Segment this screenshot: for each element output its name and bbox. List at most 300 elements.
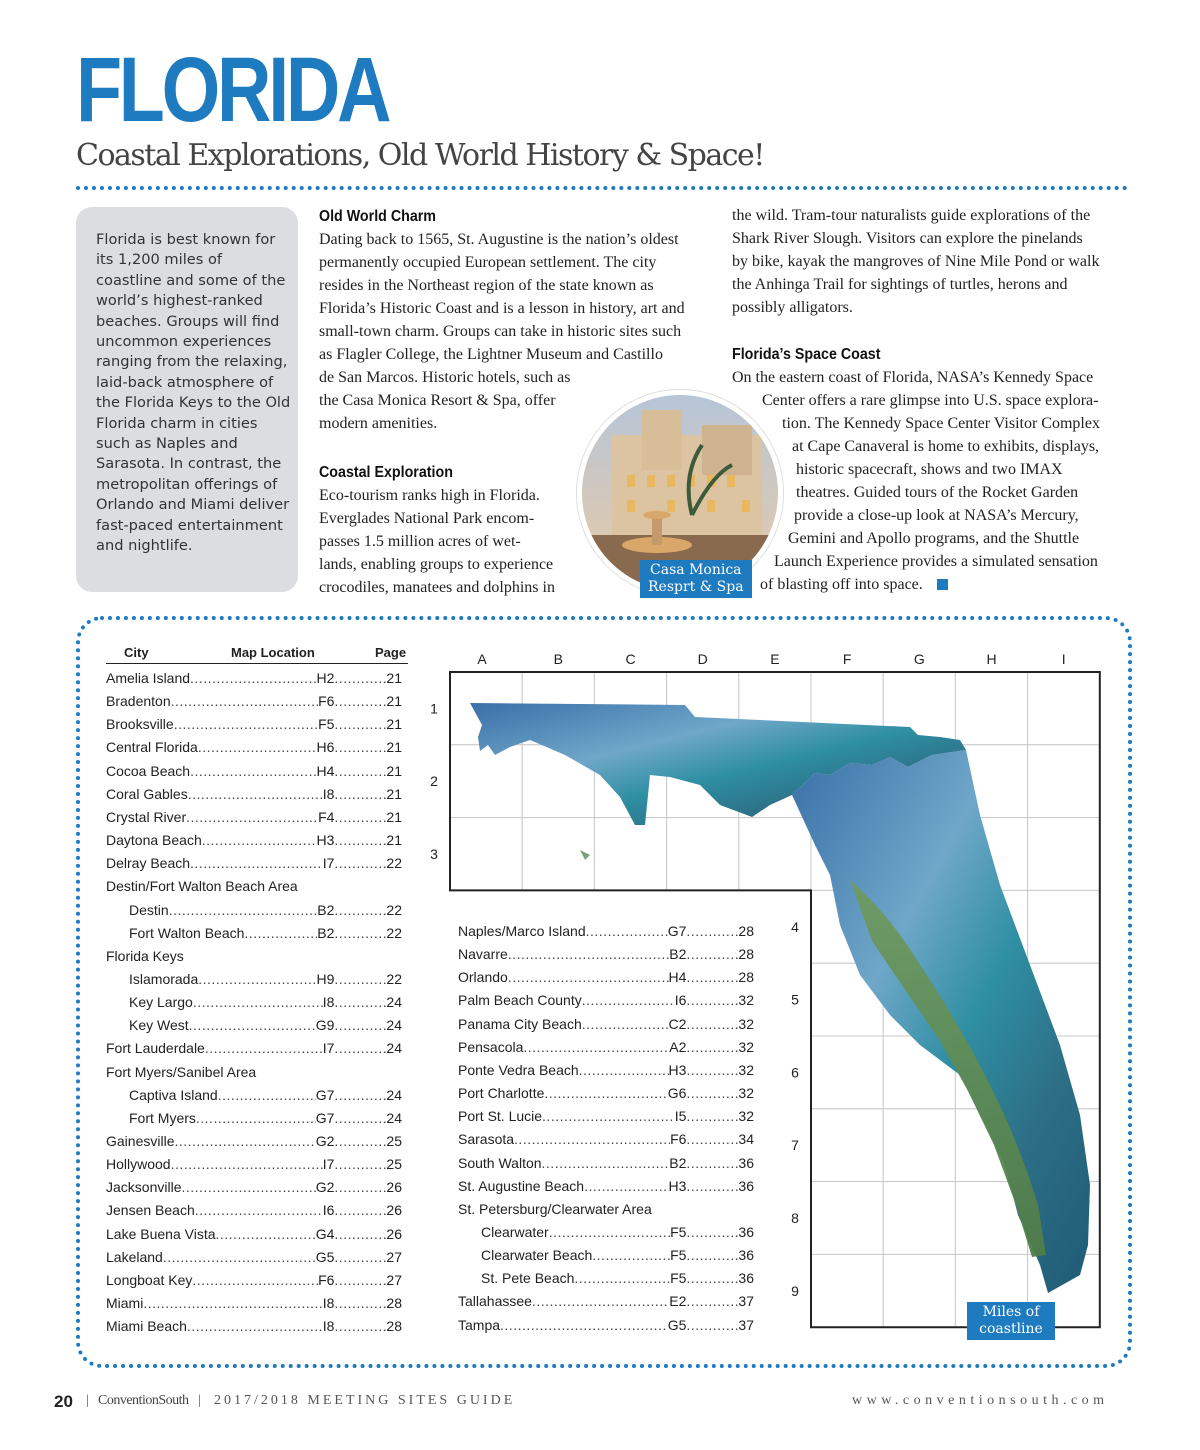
grid-row-label: 6	[791, 1064, 799, 1081]
index-location: F5	[670, 1223, 687, 1240]
index-city: Port Charlotte	[458, 1085, 545, 1102]
body-line: the wild. Tram-tour naturalists guide explorations of the	[732, 207, 1091, 224]
index-header-rule	[106, 663, 408, 664]
grid-col-label: A	[477, 651, 487, 667]
index-page: 28	[386, 1295, 402, 1312]
florida-grid-map	[420, 645, 1120, 1345]
index-row	[106, 1295, 402, 1315]
grid-col-label: H	[986, 651, 997, 667]
index-city: St. Pete Beach	[481, 1270, 575, 1287]
leader-dots	[192, 1272, 318, 1288]
leader-dots	[334, 1110, 386, 1126]
leader-dots	[334, 739, 386, 755]
index-page: 27	[386, 1248, 402, 1265]
leader-dots	[334, 855, 386, 871]
leader-dots	[334, 1272, 386, 1288]
index-page: 25	[386, 1156, 402, 1173]
index-page: 32	[738, 1108, 754, 1125]
index-row	[106, 1040, 402, 1060]
footer-brand: ConventionSouth	[98, 1393, 189, 1408]
leader-dots	[334, 994, 386, 1010]
index-location: G2	[315, 1179, 335, 1196]
index-page: 21	[386, 762, 402, 779]
index-location: G9	[315, 1017, 335, 1034]
index-location: F4	[318, 808, 335, 825]
body-line: Florida’s Historic Coast and is a lesson in history, art and	[319, 300, 685, 317]
grid-col-label: G	[913, 651, 925, 667]
coastal-heading: Coastal Exploration	[319, 464, 453, 481]
index-page: 36	[738, 1223, 754, 1240]
body-line: resides in the Northeast region of the state known as	[319, 277, 654, 294]
grid-row-label: 5	[791, 991, 799, 1008]
index-city: Amelia Island	[106, 670, 191, 686]
index-location: I6	[674, 992, 687, 1009]
body-line: by bike, kayak the mangroves of Nine Mile Pond or walk	[732, 253, 1100, 270]
index-city: Delray Beach	[106, 855, 191, 872]
index-row	[106, 1318, 402, 1338]
index-row	[106, 1226, 402, 1246]
index-location: G7	[315, 1109, 335, 1126]
leader-dots	[218, 1087, 316, 1103]
grid-cell	[1028, 890, 1100, 963]
intro-sidebar-text: Florida is best known for its 1,200 miles of coastline and some of the world’s highest-ranked beaches. Groups will find uncommon experiences ranging from the relaxing, laid-back atmosphere of the Florida Keys to the Old Florida charm in cities such as Naples and Sarasota. In contrast, the metropolitan offerings of Orlando and Miami deliver fast-paced entertainment and nightlife.	[96, 231, 291, 555]
index-page: 21	[386, 808, 402, 825]
leader-dots	[181, 1179, 315, 1195]
body-line: the Anhinga Trail for sightings of turtles, herons and	[732, 276, 1068, 293]
index-city: Captiva Island	[129, 1086, 218, 1103]
index-row	[106, 948, 402, 968]
index-city: Orlando	[458, 969, 508, 986]
index-location: H4	[316, 762, 335, 779]
leader-dots	[334, 1133, 386, 1149]
index-location: E2	[669, 1293, 687, 1310]
grid-cell	[883, 1254, 955, 1327]
index-location: B2	[317, 901, 335, 918]
index-city: Clearwater	[481, 1223, 549, 1240]
grid-row-label: 2	[430, 773, 438, 790]
index-city: Panama City Beach	[458, 1015, 582, 1032]
index-location: B2	[669, 1154, 687, 1171]
leader-dots	[143, 1295, 322, 1311]
body-line: Everglades National Park encom-	[319, 510, 535, 527]
index-city: Destin/Fort Walton Beach Area	[106, 878, 298, 895]
grid-cell	[450, 745, 522, 818]
index-location: I6	[322, 1202, 335, 1219]
index-page: 24	[386, 994, 402, 1011]
index-city: Miami Beach	[106, 1318, 187, 1335]
grid-cell	[1028, 745, 1100, 818]
index-location: F5	[670, 1270, 687, 1287]
body-line: theatres. Guided tours of the Rocket Garden	[796, 484, 1079, 501]
index-page: 22	[386, 901, 402, 918]
grid-cell	[955, 672, 1027, 745]
grid-row-label: 3	[430, 846, 438, 862]
index-row	[106, 1179, 402, 1199]
index-city: Naples/Marco Island	[458, 923, 586, 939]
index-row	[106, 809, 402, 829]
index-city: Crystal River	[106, 808, 187, 825]
index-location: G7	[667, 923, 687, 939]
body-line: modern amenities.	[319, 415, 438, 432]
leader-dots	[334, 1087, 386, 1103]
grid-cell	[450, 818, 522, 891]
body-line: Dating back to 1565, St. Augustine is the nation’s oldest	[319, 231, 679, 248]
index-city: Longboat Key	[106, 1271, 193, 1288]
index-page: 21	[386, 832, 402, 849]
photo-caption: Casa Monica Resprt & Spa	[640, 560, 752, 598]
index-city: Fort Lauderdale	[106, 1040, 205, 1057]
index-city: Bradenton	[106, 693, 171, 710]
index-page: 36	[738, 1270, 754, 1287]
end-mark	[937, 579, 948, 590]
grid-row-label: 8	[791, 1210, 799, 1226]
leader-dots	[198, 739, 317, 755]
index-page: 21	[386, 785, 402, 802]
grid-col-label: E	[770, 651, 780, 667]
index-location: H3	[316, 832, 335, 849]
index-location: I7	[322, 1156, 335, 1173]
index-city: Clearwater Beach	[481, 1247, 593, 1264]
index-location: F5	[318, 716, 335, 733]
leader-dots	[189, 1017, 316, 1033]
index-page: 24	[386, 1017, 402, 1034]
index-city: Jensen Beach	[106, 1202, 195, 1219]
leader-dots	[174, 1133, 315, 1149]
map-caption: Miles of coastline	[967, 1302, 1055, 1340]
index-row	[106, 763, 402, 783]
body-line: lands, enabling groups to experience	[319, 556, 554, 573]
leader-dots	[244, 925, 317, 941]
index-location: G2	[315, 1133, 335, 1149]
index-page: 25	[386, 1133, 402, 1149]
index-city: Tallahassee	[458, 1293, 532, 1310]
leader-dots	[334, 1156, 386, 1172]
index-city: St. Petersburg/Clearwater Area	[458, 1200, 652, 1217]
index-page: 28	[738, 923, 754, 939]
index-row	[106, 1156, 402, 1176]
body-line: historic spacecraft, shows and two IMAX	[796, 461, 1063, 478]
index-city: Fort Myers/Sanibel Area	[106, 1063, 257, 1080]
body-line: Eco-tourism ranks high in Florida.	[319, 487, 540, 504]
grid-row-label: 9	[791, 1282, 799, 1299]
index-page: 26	[386, 1225, 402, 1242]
leader-dots	[334, 1017, 386, 1033]
grid-col-label: I	[1061, 651, 1066, 667]
leader-dots	[169, 902, 318, 918]
index-location: F5	[670, 1247, 687, 1264]
index-row	[106, 670, 402, 690]
leader-dots	[334, 1226, 386, 1242]
index-page: 32	[738, 1038, 754, 1055]
index-location: H3	[668, 1061, 687, 1078]
index-city: Pensacola	[458, 1038, 524, 1055]
index-page: 27	[386, 1271, 402, 1288]
index-city: Coral Gables	[106, 785, 188, 802]
grid-col-label: D	[697, 651, 708, 667]
grid-cell	[883, 1109, 955, 1182]
grid-cell	[667, 818, 739, 891]
index-location: I7	[322, 855, 335, 872]
body-line: On the eastern coast of Florida, NASA’s Kennedy Space	[732, 369, 1094, 386]
index-city: South Walton	[458, 1154, 542, 1171]
index-page: 22	[386, 855, 402, 872]
index-city: St. Augustine Beach	[458, 1177, 585, 1194]
body-line: Center offers a rare glimpse into U.S. space explora-	[762, 392, 1099, 409]
leader-dots	[171, 1156, 323, 1172]
grid-row-label: 7	[791, 1137, 799, 1154]
leader-dots	[334, 832, 386, 848]
index-city: Key Largo	[129, 994, 193, 1011]
leader-dots	[334, 670, 386, 686]
index-page: 24	[386, 1086, 402, 1103]
index-city: Cocoa Beach	[106, 762, 191, 779]
index-location: B2	[669, 946, 687, 963]
leader-dots	[195, 1202, 323, 1218]
leader-dots	[334, 809, 386, 825]
index-page: 37	[738, 1293, 754, 1310]
index-page: 36	[738, 1177, 754, 1194]
index-page: 21	[386, 693, 402, 710]
index-location: G4	[315, 1225, 335, 1242]
leader-dots	[334, 925, 386, 941]
body-line: at Cape Canaveral is home to exhibits, displays,	[792, 438, 1100, 455]
index-location: I5	[674, 1108, 687, 1125]
index-row	[106, 1064, 402, 1084]
leader-dots	[334, 1249, 386, 1265]
leader-dots	[174, 716, 318, 732]
index-city: Jacksonville	[106, 1179, 182, 1196]
coastal-section	[319, 461, 579, 599]
index-header-page: Page	[375, 645, 407, 660]
leader-dots	[196, 1110, 316, 1126]
index-page: 37	[738, 1316, 754, 1333]
body-line: passes 1.5 million acres of wet-	[319, 533, 521, 550]
body-line: Shark River Slough. Visitors can explore the pinelands	[732, 230, 1083, 247]
leader-dots	[334, 716, 386, 732]
old-world-heading: Old World Charm	[319, 208, 436, 225]
leader-dots	[334, 693, 386, 709]
leader-dots	[188, 786, 323, 802]
index-location: H3	[668, 1177, 687, 1194]
body-line: as Flagler College, the Lightner Museum and Castillo	[319, 346, 663, 363]
index-location: H4	[668, 969, 687, 986]
index-location: H6	[316, 739, 335, 756]
body-line: the Casa Monica Resort & Spa, offer	[319, 392, 556, 409]
index-city: Key West	[129, 1017, 189, 1034]
coastal-continued-body	[732, 204, 1132, 319]
index-location: F6	[318, 693, 335, 710]
body-line: permanently occupied European settlement. The city	[319, 254, 657, 271]
index-location: I8	[322, 994, 335, 1011]
index-city: Destin	[129, 901, 169, 918]
index-city: Brooksville	[106, 716, 174, 733]
index-location: H9	[316, 970, 335, 987]
index-location: G5	[315, 1248, 335, 1265]
index-city: Islamorada	[129, 970, 199, 987]
leader-dots	[334, 1202, 386, 1218]
body-line: Gemini and Apollo programs, and the Shuttle	[788, 530, 1080, 547]
index-location: I8	[322, 1295, 335, 1312]
index-row	[129, 1017, 402, 1037]
index-city: Port St. Lucie	[458, 1108, 543, 1125]
leader-dots	[202, 832, 317, 848]
body-line: provide a close-up look at NASA’s Mercury,	[794, 507, 1079, 524]
index-row	[106, 855, 402, 875]
index-city: Hollywood	[106, 1156, 171, 1173]
leader-dots	[198, 971, 316, 987]
leader-dots	[334, 1318, 386, 1334]
footer-sep-1: |	[86, 1393, 92, 1408]
index-row	[106, 832, 402, 852]
body-line: of blasting off into space.	[760, 576, 923, 593]
index-row	[106, 693, 402, 713]
index-city: Ponte Vedra Beach	[458, 1061, 579, 1078]
leader-dots	[334, 786, 386, 802]
leader-dots	[334, 1040, 386, 1056]
grid-col-label: B	[553, 651, 563, 667]
leader-dots	[163, 1249, 316, 1265]
grid-cell	[811, 1182, 883, 1255]
leader-dots	[334, 1295, 386, 1311]
grid-cell	[594, 818, 666, 891]
index-row	[106, 1249, 402, 1269]
grid-cell	[883, 1182, 955, 1255]
grid-row-label: 1	[430, 700, 438, 717]
grid-cell	[811, 1109, 883, 1182]
grid-cell	[1028, 672, 1100, 745]
index-page: 26	[386, 1179, 402, 1196]
grid-cell	[811, 1254, 883, 1327]
grid-cell	[811, 1036, 883, 1109]
index-city: Navarre	[458, 946, 508, 963]
index-page: 32	[738, 992, 754, 1009]
index-row	[106, 786, 402, 806]
dotted-divider	[76, 186, 1128, 190]
index-left-list	[106, 670, 402, 1350]
leader-dots	[334, 971, 386, 987]
body-line: Launch Experience provides a simulated sensation	[774, 553, 1098, 570]
grid-row-label: 4	[791, 918, 799, 935]
index-row	[129, 1110, 402, 1130]
footer-guide: 2017/2018 MEETING SITES GUIDE	[214, 1393, 516, 1408]
index-page: 24	[386, 1109, 402, 1126]
leader-dots	[186, 809, 318, 825]
leader-dots	[334, 763, 386, 779]
space-section	[732, 343, 1132, 596]
index-page: 21	[386, 670, 402, 686]
index-location: I8	[322, 1318, 335, 1335]
grid-col-label: F	[842, 651, 852, 667]
leader-dots	[193, 994, 323, 1010]
index-location: G5	[667, 1316, 687, 1333]
index-page: 32	[738, 1085, 754, 1102]
coastal-continued	[732, 204, 1132, 319]
index-row	[129, 994, 402, 1014]
index-row	[129, 1087, 402, 1107]
index-row	[106, 878, 402, 898]
leader-dots	[216, 1226, 316, 1242]
index-row	[129, 925, 402, 945]
body-line: small-town charm. Groups can take in historic sites such	[319, 323, 682, 340]
page-title: FLORIDA	[76, 39, 389, 141]
leader-dots	[334, 1179, 386, 1195]
body-line: possibly alligators.	[732, 299, 853, 316]
index-page: 22	[386, 970, 402, 987]
index-location: C2	[668, 1015, 687, 1032]
index-page: 32	[738, 1015, 754, 1032]
index-location: H2	[316, 670, 335, 686]
leader-dots	[205, 1040, 323, 1056]
index-city: Palm Beach County	[458, 992, 582, 1009]
space-body	[732, 366, 1132, 596]
index-location: I7	[322, 1040, 335, 1057]
coastal-body	[319, 484, 579, 599]
index-city: Gainesville	[106, 1133, 175, 1149]
space-heading: Florida’s Space Coast	[732, 346, 881, 363]
index-city: Daytona Beach	[106, 832, 202, 849]
leader-dots	[190, 855, 323, 871]
body-line: crocodiles, manatees and dolphins in	[319, 579, 555, 596]
index-city: Sarasota	[458, 1131, 515, 1148]
index-location: A2	[669, 1038, 687, 1055]
index-page: 22	[386, 924, 402, 941]
leader-dots	[171, 693, 318, 709]
index-row	[106, 716, 402, 736]
index-city: Central Florida	[106, 739, 198, 756]
index-page: 36	[738, 1247, 754, 1264]
index-page: 21	[386, 716, 402, 733]
leader-dots	[334, 902, 386, 918]
index-row	[106, 1202, 402, 1222]
index-page: 28	[738, 969, 754, 986]
index-page: 28	[386, 1318, 402, 1335]
body-line: de San Marcos. Historic hotels, such as	[319, 369, 571, 386]
footer-url: www.conventionsouth.com	[852, 1393, 1109, 1408]
index-city: Fort Walton Beach	[129, 924, 245, 941]
index-page: 24	[386, 1040, 402, 1057]
page-number: 20	[54, 1392, 73, 1411]
index-location: B2	[317, 924, 335, 941]
index-row	[129, 971, 402, 991]
leader-dots	[187, 1318, 323, 1334]
index-row	[106, 1272, 402, 1292]
index-row	[106, 739, 402, 759]
index-location: G7	[315, 1086, 335, 1103]
index-page: 21	[386, 739, 402, 756]
index-page: 34	[738, 1131, 754, 1148]
index-row	[106, 1133, 402, 1153]
body-line: tion. The Kennedy Space Center Visitor Complex	[782, 415, 1100, 432]
leader-dots	[190, 763, 316, 779]
index-city: Tampa	[458, 1316, 501, 1333]
index-city: Florida Keys	[106, 947, 184, 964]
index-header-city: City	[124, 645, 149, 660]
index-location: G6	[667, 1085, 687, 1102]
grid-col-label: C	[625, 651, 636, 667]
grid-cell	[739, 818, 811, 891]
index-page: 36	[738, 1154, 754, 1171]
index-page: 28	[738, 946, 754, 963]
index-location: F6	[318, 1271, 335, 1288]
index-page: 26	[386, 1202, 402, 1219]
leader-dots	[190, 670, 316, 686]
footer-sep-2: |	[198, 1393, 204, 1408]
index-city: Lakeland	[106, 1248, 163, 1265]
index-location: I8	[322, 785, 335, 802]
index-city: Lake Buena Vista	[106, 1225, 216, 1242]
grid-cell	[1028, 818, 1100, 891]
index-row	[129, 902, 402, 922]
